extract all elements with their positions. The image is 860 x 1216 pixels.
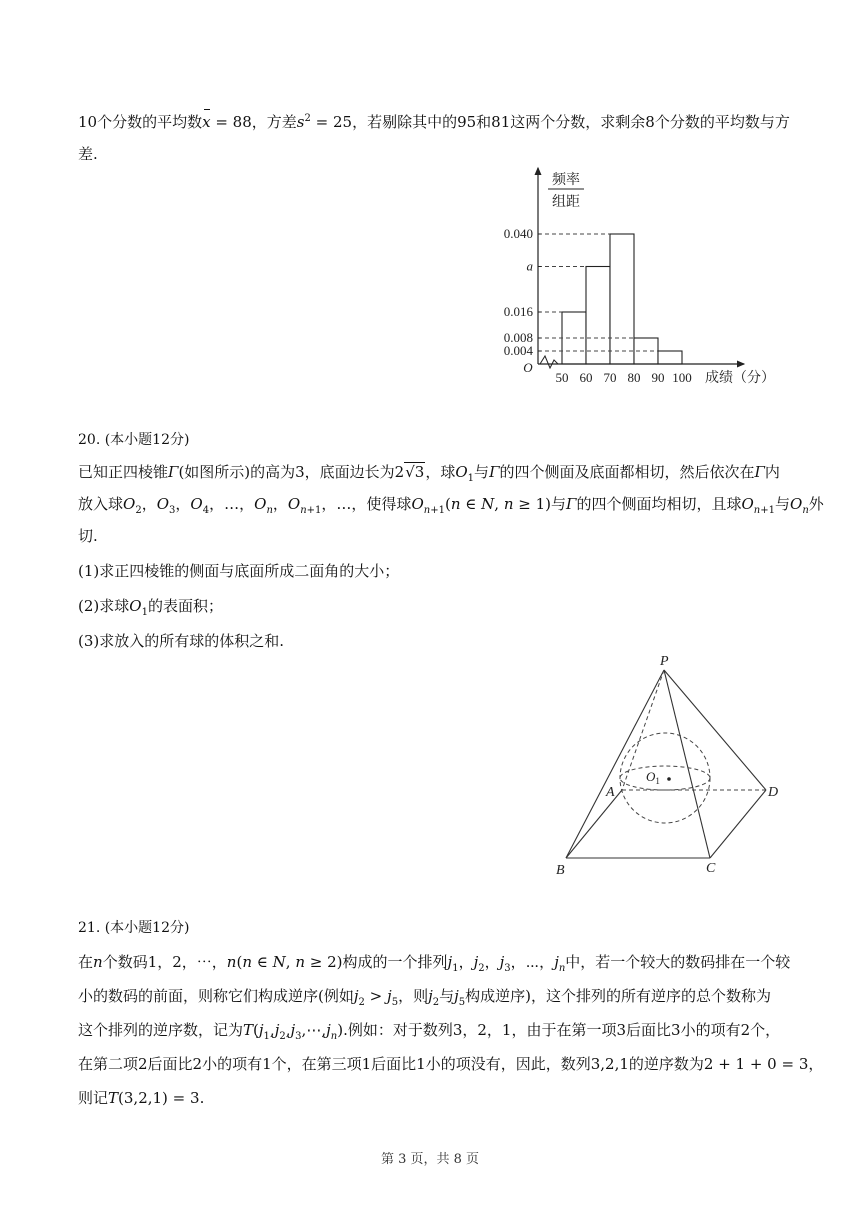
problem20-line3: 切. <box>78 527 98 545</box>
histogram-bar-60-70 <box>586 267 610 365</box>
label-B: B <box>556 863 565 878</box>
problem21-line2: 小的数码的前面，则称它们构成逆序(例如$j_2 > j_5$，则$j_2$与$j_5$构成逆序)，这个排列的所有逆序的总个数称为 <box>78 987 772 1008</box>
y-tick-label: a <box>526 258 533 274</box>
problem20-line1: 已知正四棱锥Γ(如图所示)的高为3，底面边长为2√3，球$O_1$与Γ的四个侧面及底面都相切，然后依次在Γ内 <box>78 463 780 484</box>
histogram-bar-90-100 <box>658 351 682 364</box>
x-tick-label: 60 <box>579 370 593 385</box>
y-tick-label: 0.016 <box>503 304 533 319</box>
problem21-header: 21. (本小题12分) <box>78 920 190 936</box>
problem21-line4: 在第二项2后面比2小的项有1个，在第三项1后面比1小的项没有，因此，数列3,2,1的逆序数为2 + 1 + 0 = 3， <box>78 1055 824 1073</box>
pyramid-diagram <box>548 650 788 880</box>
x-tick-label: 50 <box>555 370 569 385</box>
x-tick-label: 70 <box>603 370 617 385</box>
problem19-line2: 差. <box>78 145 98 163</box>
y-tick-label: 0.004 <box>503 343 533 358</box>
origin-label: O <box>523 360 533 375</box>
label-D: D <box>768 785 779 800</box>
problem21-line5: 则记T(3,2,1) = 3. <box>78 1089 205 1107</box>
y-tick-label: 0.040 <box>503 226 533 241</box>
problem19-line1: 10个分数的平均数x = 88，方差$s^2 = 25$，若剔除其中的95和81这两个分数，求剩余8个分数的平均数与方 <box>78 106 798 138</box>
label-A: A <box>606 785 615 800</box>
y-axis-label-bottom: 组距 <box>552 195 580 210</box>
sphere-center-dot <box>667 777 671 781</box>
page-footer: 第 3 页，共 8 页 <box>380 1152 480 1167</box>
label-O1: $O_1$ <box>646 769 660 786</box>
problem20-line2: 放入球$O_2$，$O_3$，$O_4$，…，$O_n$，$O_{n+1}$，…，使得球$O_{n+1}(n$ ∈ N, n ≥ 1)与Γ的四个侧面均相切，且球$O_{n+1}$与$O_n$外 <box>78 495 824 516</box>
problem20-q1: (1)求正四棱锥的侧面与底面所成二面角的大小； <box>78 562 400 580</box>
problem20-q3: (3)求放入的所有球的体积之和. <box>78 632 285 650</box>
histogram-bar-70-80 <box>610 234 634 364</box>
y-tick-label: 0.008 <box>503 330 533 345</box>
problem21-line1: 在n个数码1，2，⋯，n(n ∈ N, n ≥ 2)构成的一个排列$j_1$，$j_2$，$j_3$，⋯，$j_n$中，若一个较大的数码排在一个较 <box>78 953 791 974</box>
x-axis-label: 成绩（分） <box>705 371 775 386</box>
problem20-header: 20. (本小题12分) <box>78 432 190 448</box>
frequency-histogram <box>488 164 788 394</box>
x-tick-label: 100 <box>672 370 692 385</box>
x-tick-label: 90 <box>651 370 665 385</box>
y-axis-label-top: 频率 <box>552 173 580 188</box>
label-P: P <box>660 654 669 669</box>
problem21-line3: 这个排列的逆序数，记为$T(j_1,j_2,j_3,\cdots,j_n)$.例如：对于数列3，2，1，由于在第一项3后面比3小的项有2个， <box>78 1021 781 1042</box>
problem20-q2: (2)求球$O_1$的表面积； <box>78 597 223 618</box>
x-bar-symbol: x <box>202 106 210 138</box>
label-C: C <box>706 861 716 876</box>
x-tick-label: 80 <box>627 370 641 385</box>
